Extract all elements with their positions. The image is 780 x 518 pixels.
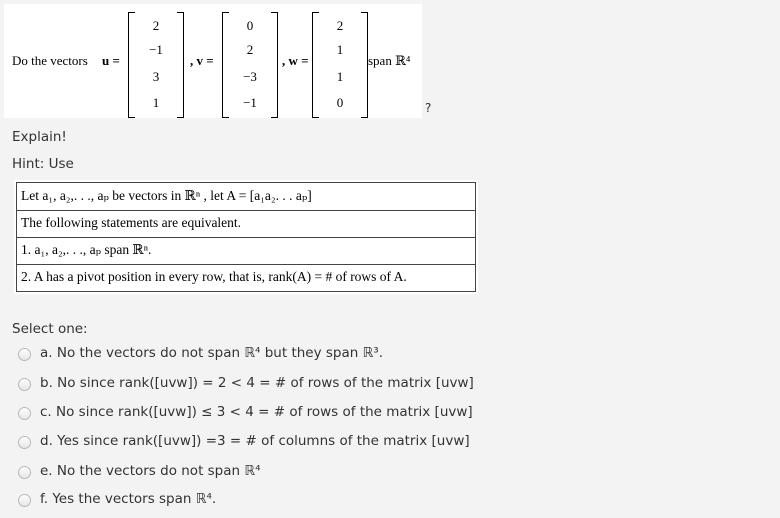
option-label[interactable]: f. Yes the vectors span ℝ⁴. [40,491,217,507]
radio-button[interactable] [18,378,31,391]
vector-w [312,12,368,118]
v-entry: 2 [246,42,254,57]
option-label[interactable]: a. No the vectors do not span ℝ⁴ but they span ℝ³. [40,345,383,361]
u-entry: −1 [149,42,163,57]
u-entry: 2 [152,18,160,33]
question-prefix: Do the vectors [12,53,88,68]
option-a[interactable] [18,345,578,365]
w-entry: 1 [336,42,344,57]
hint-row: 2. A has a pivot position in every row, that is, rank(A) = # of rows of A. [21,269,407,284]
option-c[interactable] [18,404,578,424]
vector-u [128,12,184,118]
u-label: u = [102,53,120,68]
w-entry: 1 [336,69,344,84]
hint-label: Hint: Use [12,156,74,172]
option-e[interactable] [18,463,578,483]
option-d[interactable] [18,433,578,453]
option-b[interactable] [18,375,578,395]
select-one-label: Select one: [12,321,88,337]
v-entry: −1 [243,95,257,110]
option-label[interactable]: e. No the vectors do not span ℝ⁴ [40,463,261,479]
hint-box [14,180,478,294]
option-f[interactable] [18,491,578,511]
u-entry: 3 [152,69,160,84]
option-label[interactable]: c. No since rank([uvw]) ≤ 3 < 4 = # of rows of the matrix [uvw] [40,404,473,420]
hint-row: Let a₁, a₂,. . ., aₚ be vectors in ℝⁿ , let A = [a₁a₂. . . aₚ] [17,183,475,211]
hint-row: The following statements are equivalent. [17,210,475,238]
w-label: , w = [282,53,309,68]
radio-button[interactable] [18,436,31,449]
option-label[interactable]: b. No since rank([uvw]) = 2 < 4 = # of rows of the matrix [uvw] [40,375,474,391]
v-label: , v = [190,53,214,68]
v-entry: −3 [243,69,257,84]
question-image [4,4,422,118]
w-entry: 0 [336,95,344,110]
radio-button[interactable] [18,494,31,507]
option-label[interactable]: d. Yes since rank([uvw]) =3 = # of columns of the matrix [uvw] [40,433,470,449]
w-entry: 2 [336,18,344,33]
question-mark: ? [425,101,432,115]
radio-button[interactable] [18,348,31,361]
radio-button[interactable] [18,466,31,479]
radio-button[interactable] [18,407,31,420]
question-suffix: span ℝ⁴ [368,53,411,68]
u-entry: 1 [152,95,160,110]
vector-v [222,12,278,118]
v-entry: 0 [246,18,254,33]
explain-label: Explain! [12,129,67,145]
hint-row: 1. a₁, a₂,. . ., aₚ span ℝⁿ. [17,237,475,265]
